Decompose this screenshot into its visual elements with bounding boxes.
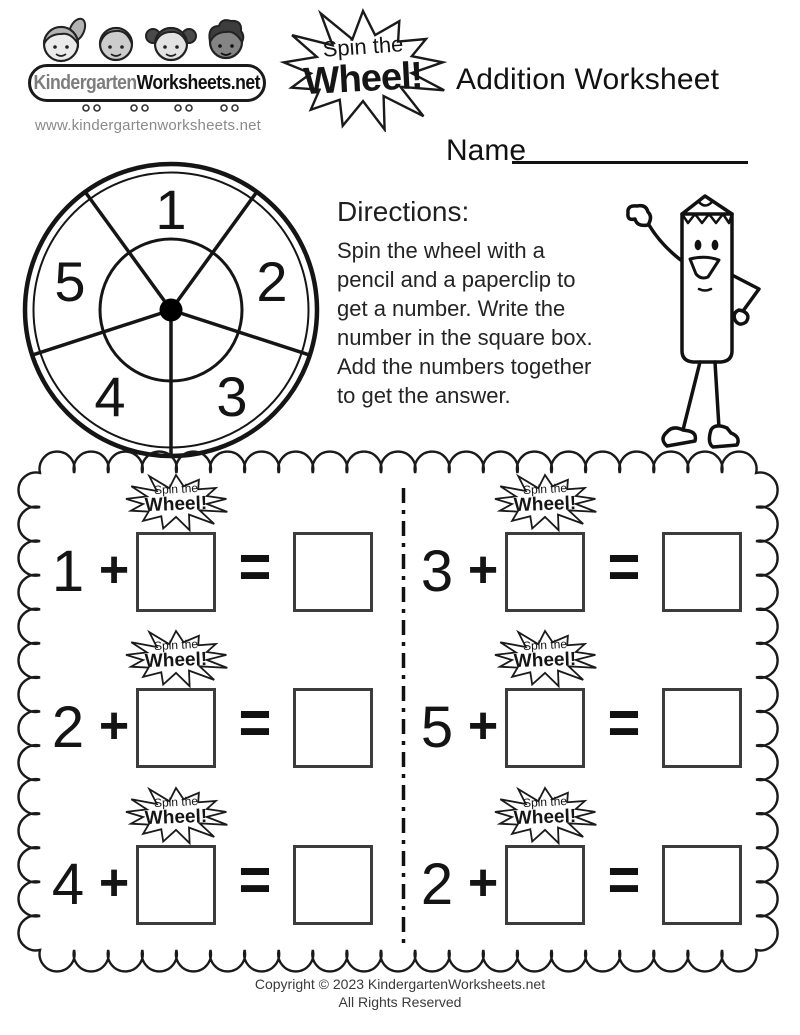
burst-line1: Spin the [153, 793, 199, 811]
spin-the-wheel-header-burst [275, 6, 451, 132]
answer-box [293, 845, 373, 925]
logo-feet-decoration [28, 102, 266, 116]
addend-number: 2 [51, 695, 85, 760]
spin-number-box [136, 688, 216, 768]
burst-line1: Spin the [153, 636, 199, 654]
copyright-footer [0, 976, 800, 1010]
addend-number: 1 [51, 539, 85, 604]
burst-line1: Spin the [522, 793, 568, 811]
name-label: Name [446, 134, 527, 167]
plus-sign: + [467, 541, 499, 599]
wheel-number-3: 3 [216, 364, 248, 428]
equals-sign: = [238, 529, 272, 602]
burst-line1: Spin the [522, 636, 568, 654]
spin-the-wheel-burst [120, 472, 232, 532]
spin-number-box [505, 688, 585, 768]
wheel-number-4: 4 [94, 364, 126, 428]
burst-line2: Wheel! [513, 805, 577, 830]
answer-box [662, 845, 742, 925]
burst-line2: Wheel! [144, 492, 208, 517]
copyright-line: Copyright © 2023 KindergartenWorksheets.net [254, 976, 546, 992]
burst-line2: Wheel! [144, 805, 208, 830]
name-blank-line [512, 132, 748, 164]
rights-line: All Rights Reserved [338, 994, 462, 1010]
plus-sign: + [467, 697, 499, 755]
answer-box [662, 532, 742, 612]
spin-number-box [136, 845, 216, 925]
burst-line2: Wheel! [513, 492, 577, 517]
equals-sign: = [607, 685, 641, 758]
directions-line: Add the numbers together [337, 354, 592, 379]
burst-line2: Wheel! [144, 648, 208, 673]
wheel-number-2: 2 [256, 249, 288, 313]
wheel-number-5: 5 [54, 249, 86, 313]
addend-number: 2 [420, 852, 454, 917]
page-title: Addition Worksheet [456, 63, 720, 96]
logo-brand-gray: Kindergarten [33, 71, 137, 94]
equals-sign: = [607, 842, 641, 915]
directions-line: number in the square box. [337, 325, 593, 350]
addend-number: 3 [420, 539, 454, 604]
plus-sign: + [98, 854, 130, 912]
plus-sign: + [98, 697, 130, 755]
wheel-number-1: 1 [155, 177, 187, 241]
logo-url: www.kindergartenworksheets.net [34, 117, 262, 134]
answer-box [293, 688, 373, 768]
burst-line1: Spin the [522, 480, 568, 498]
problem-5 [36, 785, 396, 933]
kids-illustration [33, 6, 263, 68]
spin-the-wheel-burst [489, 785, 601, 845]
spin-number-box [505, 532, 585, 612]
spin-number-box [136, 532, 216, 612]
spin-number-box [505, 845, 585, 925]
spin-the-wheel-burst [120, 785, 232, 845]
problem-4 [405, 628, 765, 776]
directions-section [337, 196, 637, 410]
logo-banner [28, 64, 266, 102]
equals-sign: = [238, 685, 272, 758]
spinner-wheel [21, 160, 321, 460]
problem-3 [36, 628, 396, 776]
header-burst-line2: Wheel! [302, 54, 424, 104]
problem-6 [405, 785, 765, 933]
directions-heading: Directions: [337, 196, 470, 227]
pencil-character-illustration [615, 183, 775, 458]
equals-sign: = [607, 529, 641, 602]
addend-number: 5 [420, 695, 454, 760]
answer-box [293, 532, 373, 612]
directions-line: to get the answer. [337, 383, 511, 408]
directions-line: pencil and a paperclip to [337, 267, 576, 292]
spin-the-wheel-burst [489, 628, 601, 688]
header-burst-line1: Spin the [321, 31, 405, 62]
site-logo [28, 4, 278, 139]
spin-the-wheel-burst [489, 472, 601, 532]
plus-sign: + [467, 854, 499, 912]
burst-line1: Spin the [153, 480, 199, 498]
plus-sign: + [98, 541, 130, 599]
directions-line: Spin the wheel with a [337, 238, 545, 263]
spin-the-wheel-burst [120, 628, 232, 688]
logo-brand-black: Worksheets.net [136, 71, 261, 94]
addend-number: 4 [51, 852, 85, 917]
answer-box [662, 688, 742, 768]
problem-1 [36, 472, 396, 620]
directions-line: get a number. Write the [337, 296, 566, 321]
burst-line2: Wheel! [513, 648, 577, 673]
equals-sign: = [238, 842, 272, 915]
problem-2 [405, 472, 765, 620]
